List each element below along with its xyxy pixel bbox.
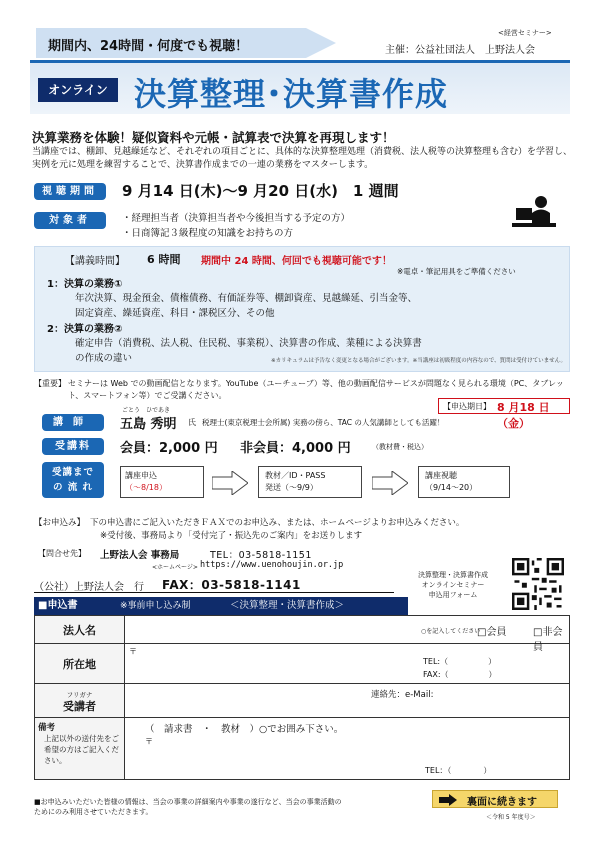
form-header [34,597,408,615]
fax-number: FAX：03-5818-1141 [162,578,301,592]
main-title: 決算整理･決算書作成 [134,75,449,113]
address-postal: 〒 [129,647,137,656]
deadline-box [438,398,570,430]
curriculum-box [34,246,570,372]
contact-tel: TEL：03-5818-1151 [210,550,312,561]
contact-url[interactable]: https://www.uenohoujin.or.jp [200,560,344,570]
part1-line-2: 固定資産、繰延資産、科目・課税区分、その他 [75,308,275,319]
contact-hp-label: <ホームページ> [152,564,198,571]
part2-title: 2：決算の業務② [47,324,123,335]
privacy-note: ■お申込みいただいた皆様の情報は、当会の事業の詳細案内や事業の遂行など、当会の事業活動のためにのみ利用させていただきます。 [34,798,342,816]
part2-line-1: 確定申告（消費税、法人税、住民税、事業税）、決算書の作成、業種による決算書 [75,338,422,349]
instructor-label: 講師 [42,414,104,431]
fax-underline [34,592,394,593]
flow-label-line2: の 流 れ [52,482,94,493]
qr-code-icon[interactable] [512,558,564,610]
address-label [35,644,125,684]
important-text: セミナーは Web での動画配信となります。YouTube（ユーチューブ）等、他の動画配信サービスが問題なく見られる環境（PC、タブレット、スマートフォン等）でご受講ください。 [68,379,564,400]
flow-step-3-sub: （9/14〜20） [425,483,478,492]
flow-step-1 [120,466,204,498]
instructor-ruby: ごとう ひであき [122,407,171,414]
flow-label-line1: 受講まで [51,467,94,478]
instructor-name: 五島 秀明 [120,417,177,432]
part1-title: 1：決算の業務① [47,279,123,290]
corp-name-field[interactable] [125,616,570,653]
curriculum-footnote: ※カリキュラムは予告なく変更となる場合がございます。※当講座は初級程度の内容なので、質問は受付けていません。 [271,358,566,364]
address-text: 所在地 [63,657,96,671]
online-badge: オンライン [38,78,118,102]
attendee-label [35,684,125,718]
remarks-label [35,718,125,780]
important-tag: 【重要】 [34,379,66,388]
year-note: ＜令和 5 年度号＞ [486,814,536,821]
member-circle-note: ○を記入してください [421,628,481,635]
contact-label: 【問合せ先】 [38,549,86,558]
contact-office: 上野法人会 事務局 [100,550,180,561]
qr-caption-line-2: オンラインセミナー [421,581,485,589]
nonmember-option[interactable]: □非会員 [533,627,563,653]
member-option[interactable]: □会員 [477,627,507,638]
form-header-course: ＜決算整理・決算書作成＞ [230,600,345,611]
flow-step-3 [418,466,510,498]
fee-label: 受講料 [42,438,104,455]
qr-caption-line-3: 申込用フォーム [428,591,478,599]
flow-step-1-text: 講座申込 [125,471,157,480]
flow-step-1-sub: （〜8/18） [125,483,167,492]
instructor-profile: 税理士(東京税理士会所属) 実務の傍ら、TAC の人気講師としても活躍！ [202,418,445,427]
hours-label: 【講義時間】 [65,256,125,267]
address-tel: TEL:（ ） [423,657,497,666]
attendee-email: 連絡先：e-Mail: [371,690,434,700]
flow-step-2-sub: 発送（〜9/9） [265,483,318,492]
qr-caption-line-1: 決算整理・決算書作成 [418,571,488,579]
form-header-note: ※事前申し込み制 [120,601,191,611]
furigana-text: フリガナ [66,690,93,699]
application-form [34,615,570,780]
continue-text: 裏面に続きます [467,797,537,808]
address-field[interactable] [125,644,570,684]
seminar-tag: <経営セミナー> [498,29,552,37]
flow-step-2-text: 教材／ID・PASS [265,471,326,480]
flow-step-3-text: 講座視聴 [425,471,457,480]
fee-member: 会員：2,000 円 [120,441,218,456]
attendee-field[interactable] [125,684,570,718]
banner-text: 期間内、24時間・何度でも視聴！ [48,39,249,54]
target-item-2: ・日商簿記３級程度の知識をお持ちの方 [122,228,294,239]
period-label: 視聴期間 [34,183,106,200]
hours-value: 6 時間 [147,253,181,266]
remarks-postal: 〒 [145,737,153,746]
remarks-text: 上記以外の送付先をご希望の方はご記入ください。 [44,734,119,765]
remarks-choice[interactable]: （ 請求書 ・ 教材 ）○でお囲み下さい。 [145,724,344,735]
application-text: 下の申込書にご記入いただきＦＡＸでのお申込み、または、ホームページよりお申込みください。 [90,518,465,528]
part2-line-2: の作成の違い [75,353,133,364]
deadline-value: 8 月18 日（金） [497,401,550,430]
continue-badge [432,790,558,808]
fax-to: （公社）上野法人会 行 [34,582,144,593]
remarks-title: 備考 [38,723,56,733]
target-label: 対象者 [34,212,106,229]
part1-line-1: 年次決算、現金預金、債権債務、有価証券等、棚卸資産、見越繰延、引当金等、 [75,293,418,304]
arrow-right-icon [439,794,457,806]
title-bar [30,60,570,114]
fee-note: （教材費・税込） [372,443,428,451]
target-item-1: ・経理担当者（決算担当者や今後担当する予定の方） [122,213,351,224]
remarks-tel: TEL：（ ） [425,766,492,775]
corp-name-text: 法人名 [63,623,96,637]
address-fax: FAX:（ ） [423,670,497,679]
stationery-note: ※電卓・筆記用具をご準備ください [397,267,516,276]
intro-headline: 決算業務を体験！疑似資料や元帳・試算表で決算を再現します！ [32,130,395,145]
application-note: ※受付後、事務局より「受付完了・振込先のご案内」をお送りします [100,531,363,541]
organizer: 主催：公益社団法人 上野法人会 [385,45,535,56]
attendee-text: 受講者 [63,699,96,713]
period-text: 9 月14 日(木)〜9 月20 日(水) 1 週間 [122,182,399,200]
corp-name-label [35,616,125,644]
flow-step-2 [258,466,362,498]
remarks-field[interactable] [125,718,570,780]
deadline-label: 【申込期日】 [443,402,491,411]
instructor-honorific: 氏 [188,418,196,427]
application-tag: 【お申込み】 [34,518,86,528]
flow-arrow-2 [372,471,408,495]
form-header-title: ■申込書 [38,600,78,611]
person-laptop-icon [508,193,558,233]
flow-label [42,462,104,498]
flow-arrow-1 [212,471,248,495]
hours-note: 期間中 24 時間、何回でも視聴可能です！ [201,256,392,267]
intro-body: 当講座では、棚卸、見越繰延など、それぞれの項目ごとに、具体的な決算整理処理（消費税、法人税等の決算整理も含む）を学習し、実例を元に処理を練習することで、決算書作成までの一連の業務をマスターします。 [32,147,573,170]
top-banner [36,28,336,58]
qr-caption [408,570,498,600]
fee-nonmember: 非会員：4,000 円 [240,441,351,456]
